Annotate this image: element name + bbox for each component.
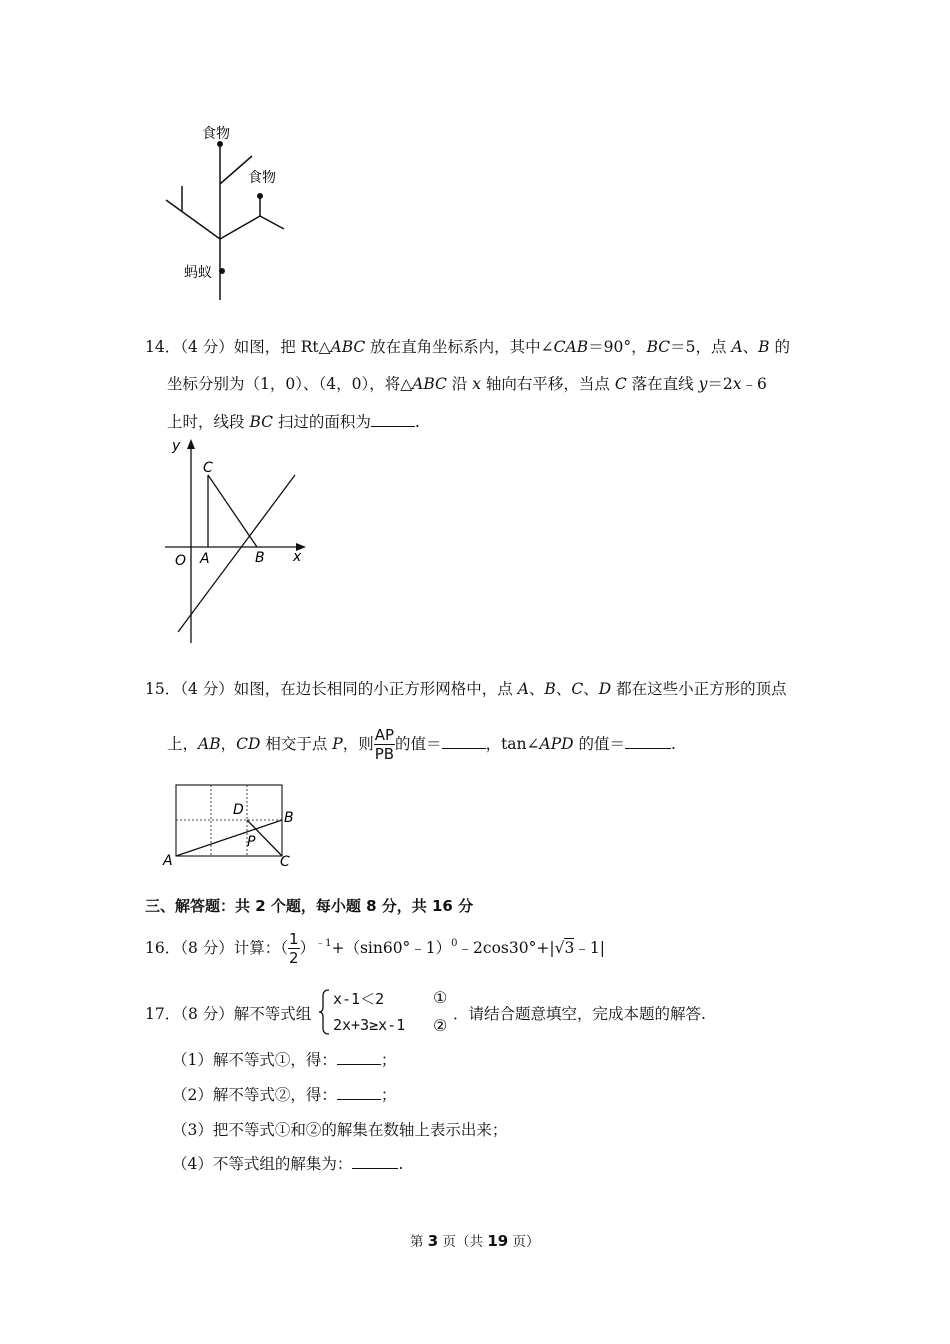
section-three-heading: 三、解答题：共 2 个题，每小题 8 分，共 16 分	[145, 897, 474, 915]
point-c-label: C	[203, 460, 213, 476]
grid-point-b: B	[284, 810, 294, 826]
x-axis-label: x	[293, 549, 302, 565]
coordinate-figure	[160, 435, 310, 647]
grid-point-a: A	[163, 853, 173, 869]
ant-label: 蚂蚁	[184, 265, 212, 281]
q16-line: 16．（8 分）计算：（ $\frac{1}{2}$ ）$^{﹣1}$+（sin60°﹣1）$^0$﹣2cos30°+|√3﹣1|	[145, 930, 605, 967]
q17-sub1: （1）解不等式①，得： ；	[172, 1051, 397, 1069]
q15-line2: 上，AB，CD 相交于点 P，则 $\frac{AP}{PB}$ 的值＝ ，tan∠APD 的值＝ .	[167, 726, 676, 763]
ant-tree-figure	[160, 118, 300, 308]
y-axis-label: y	[172, 438, 181, 454]
origin-label: O	[175, 553, 187, 569]
q17-sub2-blank[interactable]	[337, 1085, 381, 1100]
q17-sub1-blank[interactable]	[337, 1050, 381, 1065]
q17-prefix: 17．（8 分）解不等式组	[145, 1005, 312, 1023]
half-fraction: $\frac{1}{2}$	[289, 930, 299, 967]
q15-ratio-blank[interactable]	[442, 734, 486, 749]
q17-sub2: （2）解不等式②，得： ；	[172, 1086, 397, 1104]
q17-sub3: （3）把不等式①和②的解集在数轴上表示出来；	[172, 1121, 508, 1139]
inequality-1: x-1＜2	[333, 990, 385, 1008]
q15-tan-blank[interactable]	[625, 734, 671, 749]
food-top-label: 食物	[202, 126, 230, 142]
q17-sub4: （4）不等式组的解集为： .	[172, 1155, 404, 1173]
sqrt-sign: √	[554, 939, 565, 957]
grid-point-p: P	[247, 834, 256, 850]
page-footer: 第 3 页（共 19 页）	[410, 1232, 540, 1250]
point-b-label: B	[255, 550, 265, 566]
q14-answer-blank[interactable]	[371, 412, 415, 427]
q14-line2: 坐标分别为（1，0）、（4，0），将△ABC 沿 x 轴向右平移，当点 C 落在直线 y＝2x﹣6	[167, 375, 767, 393]
q14-line1: 14．（4 分）如图，把 Rt△ABC 放在直角坐标系内，其中∠CAB＝90°，BC＝5，点 A、B 的	[145, 338, 790, 356]
current-page-number: 3	[427, 1232, 439, 1250]
food-right-label: 食物	[248, 170, 276, 186]
ap-over-pb-fraction: $\frac{AP}{PB}$	[374, 726, 395, 763]
grid-figure	[160, 778, 310, 873]
grid-point-c: C	[280, 854, 290, 870]
inequality-2-mark: ②	[433, 1016, 448, 1035]
q14-line3: 上时，线段 BC 扫过的面积为 .	[167, 413, 420, 431]
total-page-count: 19	[487, 1232, 509, 1250]
inequality-1-mark: ①	[433, 988, 448, 1007]
inequality-system-brace	[318, 988, 330, 1036]
point-a-label: A	[200, 551, 210, 567]
grid-point-d: D	[233, 802, 244, 818]
q15-line1: 15．（4 分）如图，在边长相同的小正方形网格中，点 A、B、C、D 都在这些小正方形的顶点	[145, 680, 787, 698]
inequality-2: 2x+3≥x-1	[333, 1016, 406, 1034]
q17-sub4-blank[interactable]	[352, 1154, 398, 1169]
q17-suffix: ．请结合题意填空，完成本题的解答.	[453, 1005, 706, 1023]
